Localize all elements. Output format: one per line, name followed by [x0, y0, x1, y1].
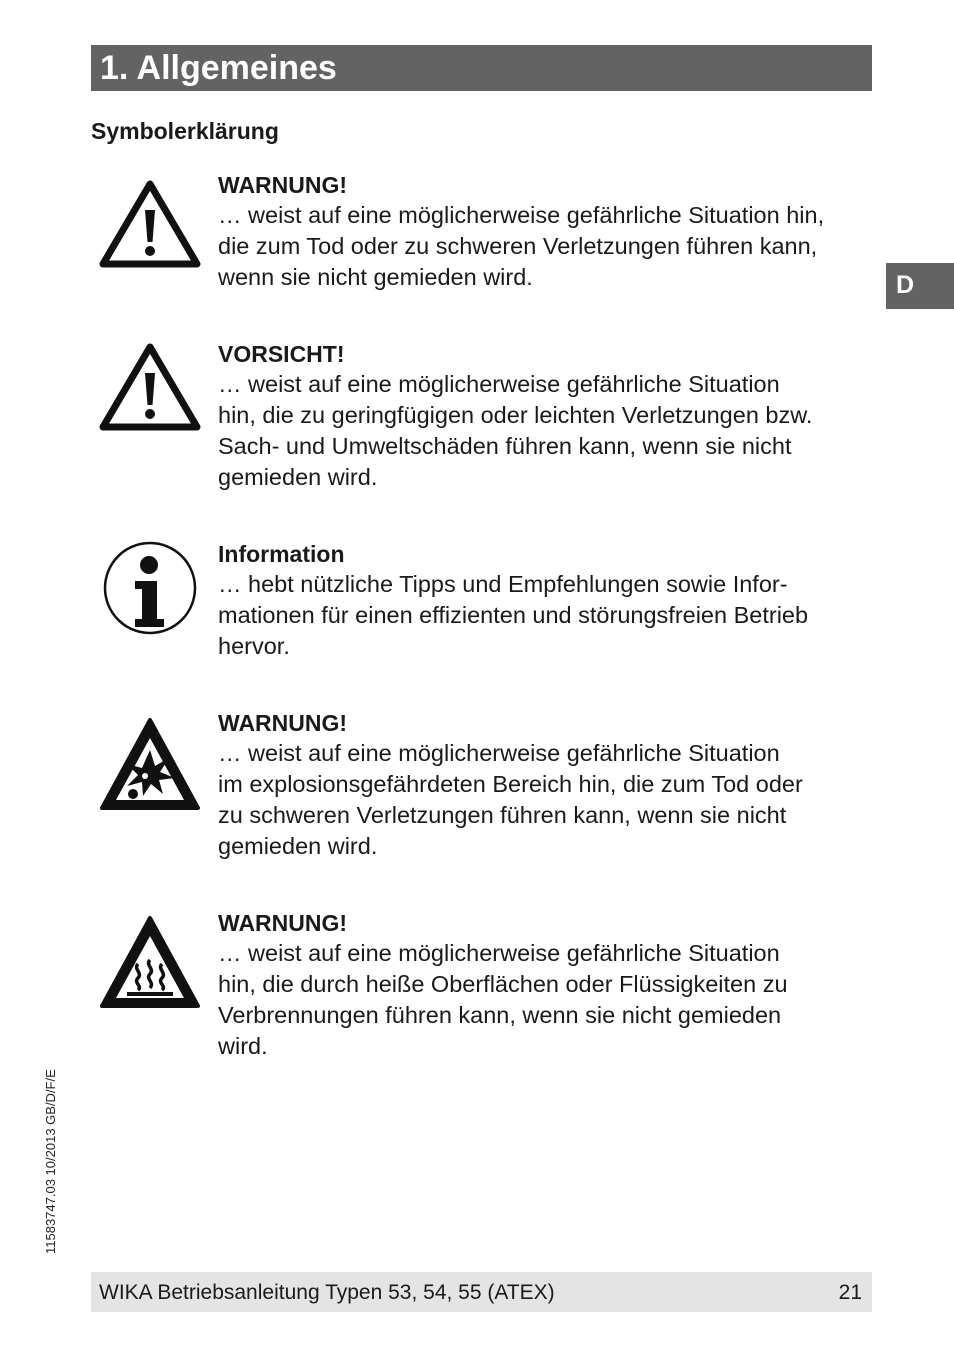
- entry-text-line: hervor.: [218, 633, 290, 659]
- entry-text-line: hin, die durch heiße Oberflächen oder Flüssigkeiten zu: [218, 971, 788, 997]
- language-tab: [886, 263, 954, 309]
- footer: [91, 1272, 872, 1312]
- entry-label: WARNUNG!: [218, 910, 348, 936]
- entry-text-line: Verbrennungen führen kann, wenn sie nicht gemieden: [218, 1002, 782, 1028]
- page-title: 1. Allgemeines: [100, 49, 337, 87]
- entry-text-line: … weist auf eine möglicherweise gefährliche Situation hin,: [218, 202, 825, 228]
- entry-text-line: mationen für einen effizienten und störungsfreien Betrieb: [218, 602, 809, 628]
- entry-label: WARNUNG!: [218, 710, 348, 736]
- document-code: 11583747.03 10/2013 GB/D/F/E: [43, 1069, 58, 1254]
- explosion-warning-icon: [97, 714, 203, 819]
- page-number: 21: [838, 1281, 862, 1304]
- entry-label: Information: [218, 541, 345, 567]
- footer-text: WIKA Betriebsanleitung Typen 53, 54, 55 (ATEX): [99, 1281, 555, 1304]
- entry-text-line: zu schweren Verletzungen führen kann, wenn sie nicht: [218, 802, 787, 828]
- entry-text-line: gemieden wird.: [218, 833, 378, 859]
- entry-label: WARNUNG!: [218, 172, 348, 198]
- entry-text-line: … weist auf eine möglicherweise gefährliche Situation: [218, 940, 780, 966]
- caution-triangle-icon: [97, 341, 203, 440]
- entry-text-line: die zum Tod oder zu schweren Verletzungen führen kann,: [218, 233, 818, 259]
- entry-text-line: … weist auf eine möglicherweise gefährliche Situation: [218, 371, 780, 397]
- entry-text-line: gemieden wird.: [218, 464, 378, 490]
- hot-surface-warning-icon: [97, 912, 203, 1017]
- language-tab-label: D: [896, 271, 915, 299]
- entry-text-line: wenn sie nicht gemieden wird.: [218, 264, 533, 290]
- information-icon: [101, 539, 199, 642]
- subheading: Symbolerklärung: [91, 118, 279, 144]
- entry-text-line: … weist auf eine möglicherweise gefährliche Situation: [218, 740, 780, 766]
- entry-text-line: im explosionsgefährdeten Bereich hin, die zum Tod oder: [218, 771, 803, 797]
- entry-text-line: hin, die zu geringfügigen oder leichten Verletzungen bzw.: [218, 402, 813, 428]
- section-header: [91, 45, 872, 91]
- entry-text-line: Sach- und Umweltschäden führen kann, wenn sie nicht: [218, 433, 792, 459]
- entry-text-line: … hebt nützliche Tipps und Empfehlungen sowie Infor-: [218, 571, 788, 597]
- entry-text-line: wird.: [218, 1033, 268, 1059]
- entry-label: VORSICHT!: [218, 341, 345, 367]
- warning-triangle-icon: [97, 178, 203, 277]
